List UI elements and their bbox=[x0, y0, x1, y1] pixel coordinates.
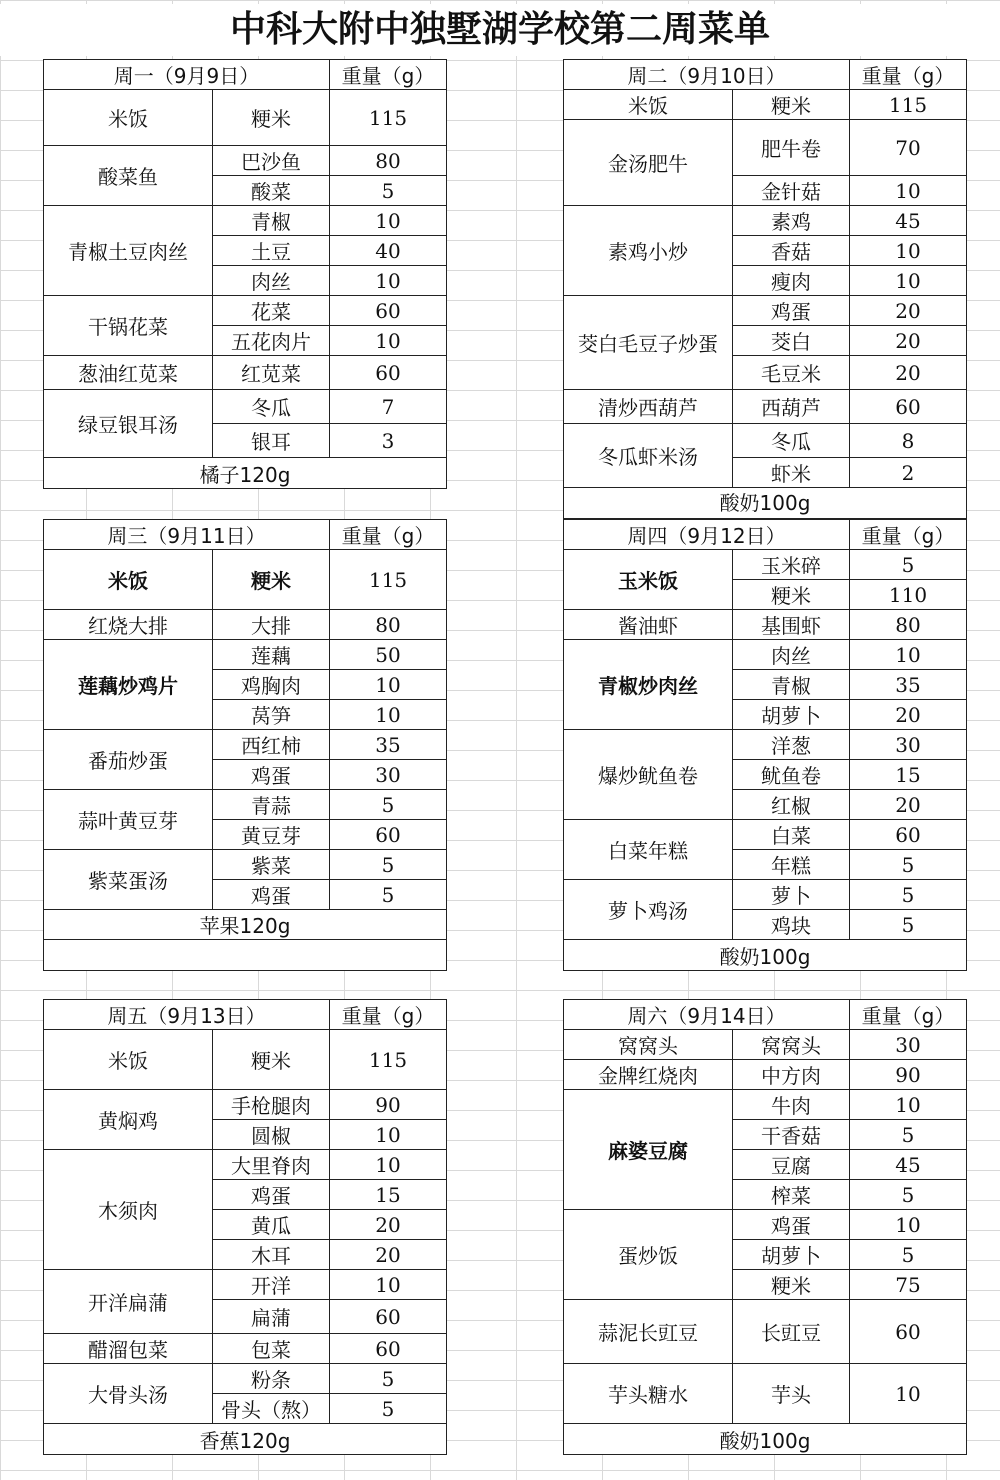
dish-name: 麻婆豆腐 bbox=[564, 1090, 733, 1210]
dish-name: 清炒西葫芦 bbox=[564, 390, 733, 424]
dish-name: 干锅花菜 bbox=[44, 296, 213, 356]
ingredient: 洋葱 bbox=[733, 730, 850, 760]
weight: 60 bbox=[850, 390, 966, 424]
dish-name: 酱油虾 bbox=[564, 610, 733, 640]
weight: 5 bbox=[850, 910, 966, 940]
weight: 20 bbox=[850, 700, 966, 730]
ingredient: 玉米碎 bbox=[733, 550, 850, 580]
weight: 10 bbox=[850, 1090, 966, 1120]
weight: 10 bbox=[330, 700, 446, 730]
weight: 20 bbox=[850, 356, 966, 390]
weight: 5 bbox=[850, 1180, 966, 1210]
ingredient: 金针菇 bbox=[733, 176, 850, 206]
dish-name: 番茄炒蛋 bbox=[44, 730, 213, 790]
ingredient: 莴笋 bbox=[213, 700, 330, 730]
weight: 115 bbox=[850, 90, 966, 120]
weight: 10 bbox=[850, 176, 966, 206]
weight: 110 bbox=[850, 580, 966, 610]
weight: 10 bbox=[850, 266, 966, 296]
weight: 80 bbox=[850, 610, 966, 640]
page-title: 中科大附中独墅湖学校第二周菜单 bbox=[0, 4, 1000, 56]
ingredient: 扁蒲 bbox=[213, 1300, 330, 1334]
ingredient: 虾米 bbox=[733, 458, 850, 488]
weight: 115 bbox=[330, 1030, 446, 1090]
ingredient: 鱿鱼卷 bbox=[733, 760, 850, 790]
dish-name: 米饭 bbox=[564, 90, 733, 120]
dish-name: 米饭 bbox=[44, 550, 213, 610]
weight: 5 bbox=[850, 550, 966, 580]
dish-name: 绿豆银耳汤 bbox=[44, 390, 213, 458]
day-header: 周五（9月13日） bbox=[44, 1000, 330, 1030]
weight: 10 bbox=[850, 640, 966, 670]
dish-name: 萝卜鸡汤 bbox=[564, 880, 733, 940]
dish-name: 酸菜鱼 bbox=[44, 146, 213, 206]
weight: 5 bbox=[330, 790, 446, 820]
weight: 3 bbox=[330, 424, 446, 458]
weight-header: 重量（g） bbox=[330, 520, 446, 550]
ingredient: 莲藕 bbox=[213, 640, 330, 670]
weight: 90 bbox=[850, 1060, 966, 1090]
weight: 10 bbox=[330, 1150, 446, 1180]
weight: 10 bbox=[850, 1364, 966, 1424]
ingredient: 胡萝卜 bbox=[733, 700, 850, 730]
menu-table-wed bbox=[43, 519, 447, 971]
weight: 45 bbox=[850, 206, 966, 236]
ingredient: 白菜 bbox=[733, 820, 850, 850]
weight: 10 bbox=[330, 266, 446, 296]
ingredient: 紫菜 bbox=[213, 850, 330, 880]
weight: 60 bbox=[850, 820, 966, 850]
weight: 5 bbox=[330, 1364, 446, 1394]
dish-name: 金牌红烧肉 bbox=[564, 1060, 733, 1090]
weight: 10 bbox=[850, 1210, 966, 1240]
weight: 115 bbox=[330, 550, 446, 610]
dish-name: 青椒炒肉丝 bbox=[564, 640, 733, 730]
ingredient: 手枪腿肉 bbox=[213, 1090, 330, 1120]
dish-name: 醋溜包菜 bbox=[44, 1334, 213, 1364]
weight: 10 bbox=[330, 670, 446, 700]
weight: 50 bbox=[330, 640, 446, 670]
dish-name: 莲藕炒鸡片 bbox=[44, 640, 213, 730]
ingredient: 素鸡 bbox=[733, 206, 850, 236]
ingredient: 瘦肉 bbox=[733, 266, 850, 296]
ingredient: 肥牛卷 bbox=[733, 120, 850, 176]
ingredient: 西葫芦 bbox=[733, 390, 850, 424]
weight: 35 bbox=[850, 670, 966, 700]
ingredient: 五花肉片 bbox=[213, 326, 330, 356]
menu-table-fri bbox=[43, 999, 447, 1455]
ingredient: 红苋菜 bbox=[213, 356, 330, 390]
ingredient: 青椒 bbox=[733, 670, 850, 700]
weight: 5 bbox=[330, 176, 446, 206]
weight: 35 bbox=[330, 730, 446, 760]
ingredient: 粉条 bbox=[213, 1364, 330, 1394]
ingredient: 毛豆米 bbox=[733, 356, 850, 390]
dish-name: 窝窝头 bbox=[564, 1030, 733, 1060]
weight: 60 bbox=[330, 296, 446, 326]
weight: 5 bbox=[330, 850, 446, 880]
ingredient: 土豆 bbox=[213, 236, 330, 266]
ingredient: 酸菜 bbox=[213, 176, 330, 206]
ingredient: 肉丝 bbox=[213, 266, 330, 296]
ingredient: 鸡蛋 bbox=[213, 1180, 330, 1210]
weight-header: 重量（g） bbox=[850, 520, 966, 550]
day-header: 周六（9月14日） bbox=[564, 1000, 850, 1030]
fruit-row: 酸奶100g bbox=[719, 1428, 811, 1453]
ingredient: 年糕 bbox=[733, 850, 850, 880]
weight-header: 重量（g） bbox=[330, 60, 446, 90]
weight: 7 bbox=[330, 390, 446, 424]
dish-name: 葱油红苋菜 bbox=[44, 356, 213, 390]
weight: 90 bbox=[330, 1090, 446, 1120]
ingredient: 大排 bbox=[213, 610, 330, 640]
fruit-row: 酸奶100g bbox=[719, 491, 811, 515]
weight: 10 bbox=[330, 206, 446, 236]
ingredient: 基围虾 bbox=[733, 610, 850, 640]
weight: 60 bbox=[330, 820, 446, 850]
ingredient: 红椒 bbox=[733, 790, 850, 820]
weight: 15 bbox=[850, 760, 966, 790]
dish-name: 茭白毛豆子炒蛋 bbox=[564, 296, 733, 390]
ingredient: 巴沙鱼 bbox=[213, 146, 330, 176]
menu-table-mon bbox=[43, 59, 447, 489]
ingredient: 冬瓜 bbox=[213, 390, 330, 424]
weight: 30 bbox=[330, 760, 446, 790]
dish-name: 素鸡小炒 bbox=[564, 206, 733, 296]
weight: 40 bbox=[330, 236, 446, 266]
weight: 60 bbox=[330, 356, 446, 390]
ingredient: 牛肉 bbox=[733, 1090, 850, 1120]
weight: 10 bbox=[330, 1270, 446, 1300]
weight: 60 bbox=[850, 1300, 966, 1364]
weight: 20 bbox=[850, 296, 966, 326]
fruit-row: 酸奶100g bbox=[719, 944, 811, 969]
ingredient: 鸡胸肉 bbox=[213, 670, 330, 700]
dish-name: 玉米饭 bbox=[564, 550, 733, 610]
weight: 60 bbox=[330, 1300, 446, 1334]
day-header: 周四（9月12日） bbox=[564, 520, 850, 550]
ingredient: 开洋 bbox=[213, 1270, 330, 1300]
ingredient: 鸡蛋 bbox=[213, 880, 330, 910]
dish-name: 芋头糖水 bbox=[564, 1364, 733, 1424]
dish-name: 蒜叶黄豆芽 bbox=[44, 790, 213, 850]
weight: 20 bbox=[850, 790, 966, 820]
weight: 70 bbox=[850, 120, 966, 176]
weight: 8 bbox=[850, 424, 966, 458]
weight-header: 重量（g） bbox=[850, 60, 966, 90]
dish-name: 蒜泥长豇豆 bbox=[564, 1300, 733, 1364]
weight: 5 bbox=[850, 850, 966, 880]
fruit-row: 苹果120g bbox=[44, 910, 446, 940]
ingredient: 粳米 bbox=[213, 550, 330, 610]
weight-header: 重量（g） bbox=[330, 1000, 446, 1030]
dish-name: 木须肉 bbox=[44, 1150, 213, 1270]
ingredient: 长豇豆 bbox=[733, 1300, 850, 1364]
weight: 2 bbox=[850, 458, 966, 488]
ingredient: 黄豆芽 bbox=[213, 820, 330, 850]
ingredient: 黄瓜 bbox=[213, 1210, 330, 1240]
weight: 5 bbox=[850, 880, 966, 910]
weight: 5 bbox=[330, 880, 446, 910]
ingredient: 粳米 bbox=[733, 90, 850, 120]
ingredient: 窝窝头 bbox=[733, 1030, 850, 1060]
dish-name: 爆炒鱿鱼卷 bbox=[564, 730, 733, 820]
weight: 60 bbox=[330, 1334, 446, 1364]
day-header: 周一（9月9日） bbox=[44, 60, 330, 90]
ingredient: 萝卜 bbox=[733, 880, 850, 910]
weight: 5 bbox=[330, 1394, 446, 1424]
weight: 80 bbox=[330, 146, 446, 176]
weight: 10 bbox=[330, 326, 446, 356]
weight: 115 bbox=[330, 90, 446, 146]
dish-name: 米饭 bbox=[44, 1030, 213, 1090]
weight: 10 bbox=[850, 236, 966, 266]
ingredient: 粳米 bbox=[733, 580, 850, 610]
ingredient: 包菜 bbox=[213, 1334, 330, 1364]
ingredient: 芋头 bbox=[733, 1364, 850, 1424]
weight-header: 重量（g） bbox=[850, 1000, 966, 1030]
ingredient: 中方肉 bbox=[733, 1060, 850, 1090]
dish-name: 黄焖鸡 bbox=[44, 1090, 213, 1150]
weight: 5 bbox=[850, 1240, 966, 1270]
fruit-row: 香蕉120g bbox=[199, 1428, 291, 1453]
ingredient: 青蒜 bbox=[213, 790, 330, 820]
ingredient: 肉丝 bbox=[733, 640, 850, 670]
dish-name: 青椒土豆肉丝 bbox=[44, 206, 213, 296]
ingredient: 西红柿 bbox=[213, 730, 330, 760]
ingredient: 香菇 bbox=[733, 236, 850, 266]
ingredient: 鸡块 bbox=[733, 910, 850, 940]
ingredient: 粳米 bbox=[213, 90, 330, 146]
ingredient: 鸡蛋 bbox=[213, 760, 330, 790]
dish-name: 紫菜蛋汤 bbox=[44, 850, 213, 910]
ingredient: 圆椒 bbox=[213, 1120, 330, 1150]
dish-name: 米饭 bbox=[44, 90, 213, 146]
fruit-row: 橘子120g bbox=[199, 462, 291, 487]
dish-name: 开洋扁蒲 bbox=[44, 1270, 213, 1334]
ingredient: 鸡蛋 bbox=[733, 1210, 850, 1240]
ingredient: 冬瓜 bbox=[733, 424, 850, 458]
weight: 30 bbox=[850, 1030, 966, 1060]
day-header: 周三（9月11日） bbox=[44, 520, 330, 550]
menu-table-thu bbox=[563, 519, 967, 971]
ingredient: 干香菇 bbox=[733, 1120, 850, 1150]
ingredient: 大里脊肉 bbox=[213, 1150, 330, 1180]
day-header: 周二（9月10日） bbox=[564, 60, 850, 90]
menu-table-sat bbox=[563, 999, 967, 1455]
ingredient: 粳米 bbox=[213, 1030, 330, 1090]
ingredient: 豆腐 bbox=[733, 1150, 850, 1180]
weight: 20 bbox=[330, 1240, 446, 1270]
weight: 5 bbox=[850, 1120, 966, 1150]
weight: 75 bbox=[850, 1270, 966, 1300]
ingredient: 木耳 bbox=[213, 1240, 330, 1270]
dish-name: 白菜年糕 bbox=[564, 820, 733, 880]
weight: 30 bbox=[850, 730, 966, 760]
dish-name: 红烧大排 bbox=[44, 610, 213, 640]
ingredient: 榨菜 bbox=[733, 1180, 850, 1210]
weight: 10 bbox=[330, 1120, 446, 1150]
menu-table-tue bbox=[563, 59, 967, 519]
weight: 45 bbox=[850, 1150, 966, 1180]
dish-name: 冬瓜虾米汤 bbox=[564, 424, 733, 488]
dish-name: 金汤肥牛 bbox=[564, 120, 733, 206]
ingredient: 粳米 bbox=[733, 1270, 850, 1300]
ingredient: 鸡蛋 bbox=[733, 296, 850, 326]
weight: 15 bbox=[330, 1180, 446, 1210]
empty-row bbox=[44, 940, 446, 970]
ingredient: 骨头（熬） bbox=[213, 1394, 330, 1424]
ingredient: 花菜 bbox=[213, 296, 330, 326]
ingredient: 茭白 bbox=[733, 326, 850, 356]
ingredient: 银耳 bbox=[213, 424, 330, 458]
ingredient: 胡萝卜 bbox=[733, 1240, 850, 1270]
dish-name: 大骨头汤 bbox=[44, 1364, 213, 1424]
weight: 80 bbox=[330, 610, 446, 640]
dish-name: 蛋炒饭 bbox=[564, 1210, 733, 1300]
weight: 20 bbox=[330, 1210, 446, 1240]
weight: 20 bbox=[850, 326, 966, 356]
ingredient: 青椒 bbox=[213, 206, 330, 236]
